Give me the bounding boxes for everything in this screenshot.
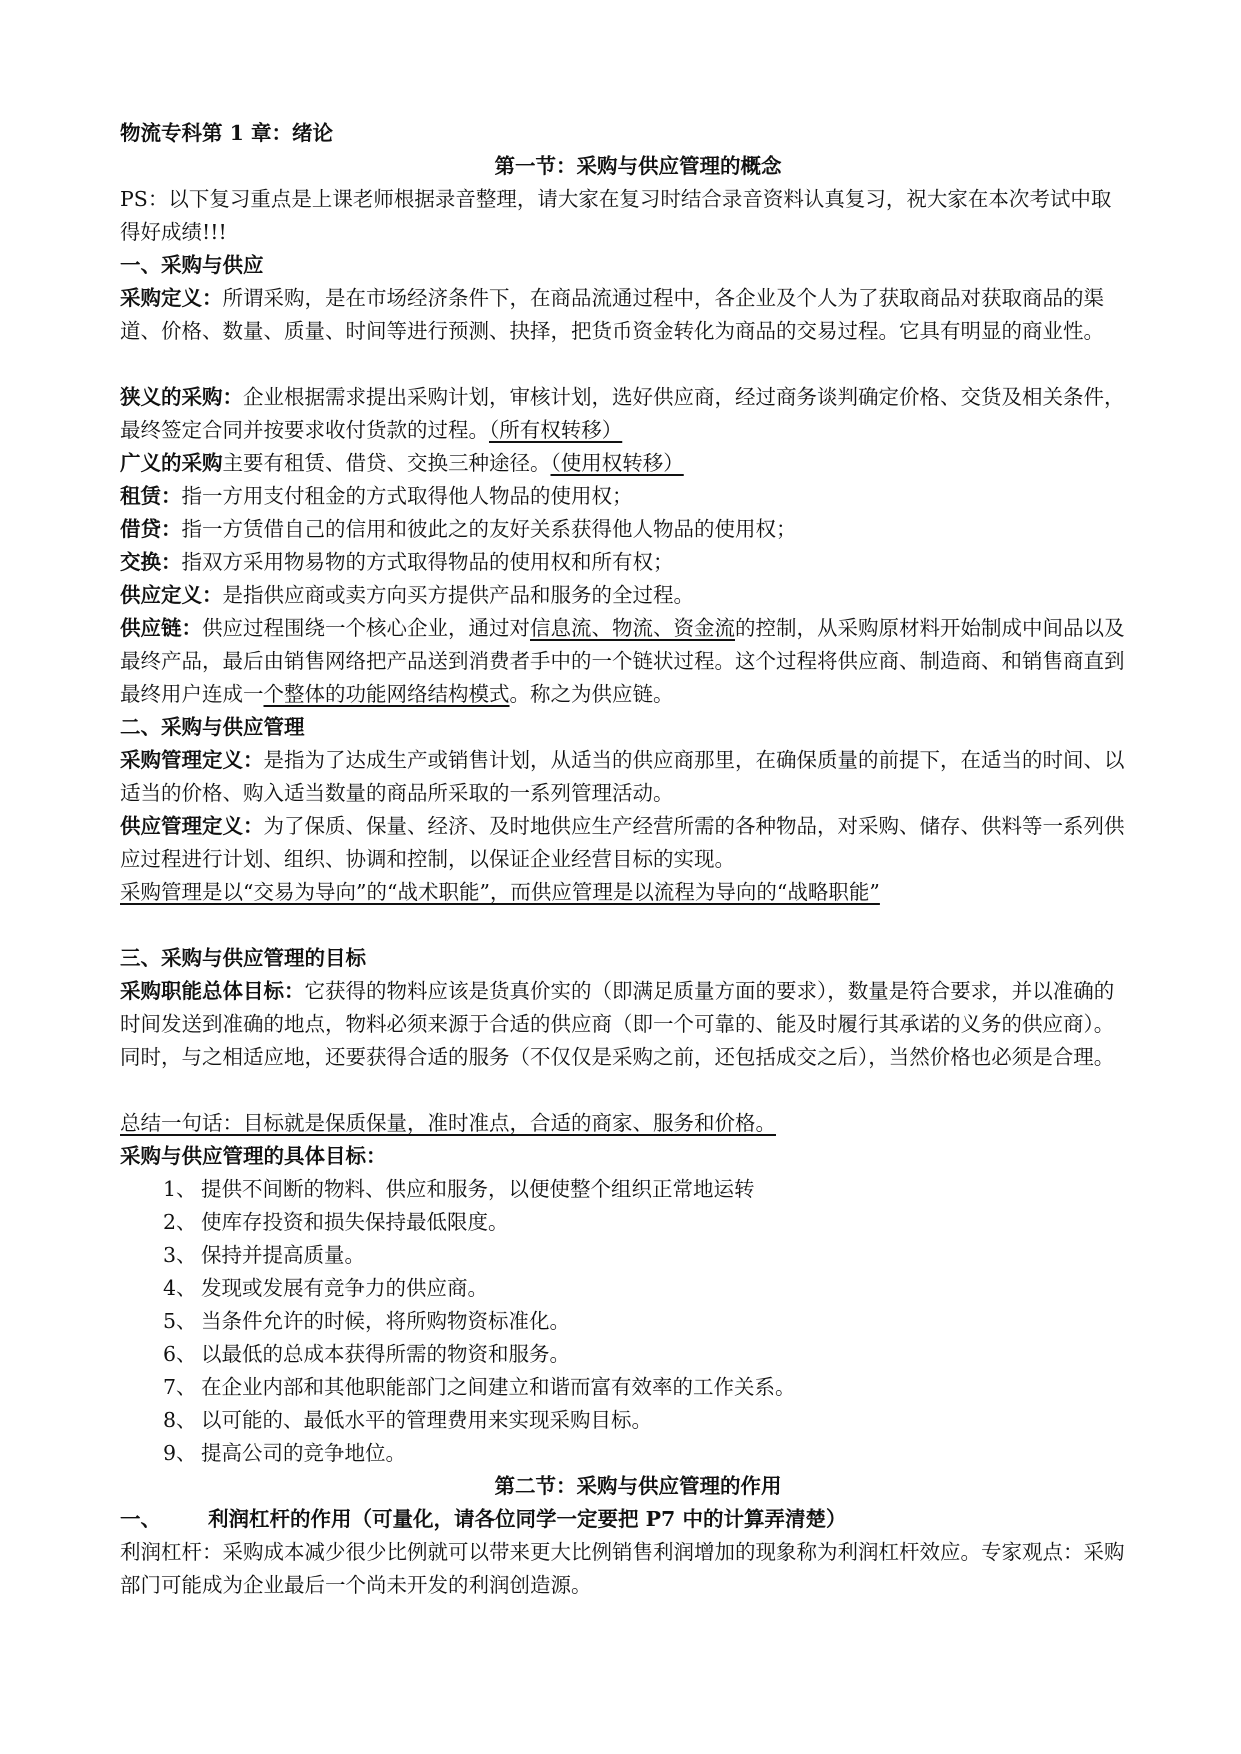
list-number: 9、 — [163, 1441, 197, 1465]
comparison-note: 采购管理是以“交易为导向”的“战术职能”，而供应管理是以流程为导向的“战略职能” — [120, 880, 880, 904]
ownership-note: （所有权转移） — [489, 418, 623, 442]
exchange-definition — [120, 546, 1130, 579]
list-number: 6、 — [163, 1342, 197, 1366]
supply-definition — [120, 579, 1130, 612]
flows-underline: 信息流、物流、资金流 — [530, 616, 735, 640]
term-text: 它获得的物料应该是货真价实的（即满足质量方面的要求），数量是符合要求，并以准确的时间发送到准确的地点，物料必须来源于合适的供应商（即一个可靠的、能及时履行其承诺的义务的供应商）。同时，与之相适应地，还要获得合适的服务（不仅仅是采购之前，还包括成交之后），当然价格也必须是合理。 — [120, 979, 1115, 1069]
network-underline: 个整体的功能网络结构模式 — [263, 682, 510, 706]
procurement-definition — [120, 282, 1130, 348]
list-number: 5、 — [163, 1309, 197, 1333]
term-text: 是指供应商或卖方向买方提供产品和服务的全过程。 — [222, 583, 694, 607]
list-number: 1、 — [163, 1177, 197, 1201]
term-label: 交换： — [120, 550, 182, 574]
chapter-title: 物流专科第 1 章：绪论 — [120, 121, 334, 145]
term-text: 是指为了达成生产或销售计划，从适当的供应商那里，在确保质量的前提下，在适当的时间、以适当的价格、购入适当数量的商品所采取的一系列管理活动。 — [120, 748, 1125, 805]
term-text: 指双方采用物易物的方式取得物品的使用权和所有权； — [181, 550, 674, 574]
list-number: 8、 — [163, 1408, 197, 1432]
term-label: 广义的采购 — [120, 451, 223, 475]
term-text: 的控制，从采购原材料开始制成中间品以及最终产品，最后由销售网络把产品送到消费者手中的一个链状过程。这个过程将供应商、制造商、和销售商直到最终用户连成一 — [120, 616, 1125, 706]
list-item — [163, 1239, 365, 1272]
procurement-management-definition — [120, 744, 1130, 810]
term-text: 供应过程围绕一个核心企业，通过对 — [202, 616, 530, 640]
list-item — [163, 1272, 488, 1305]
broad-procurement — [120, 447, 1130, 480]
list-number: 7、 — [163, 1375, 197, 1399]
borrow-definition — [120, 513, 1130, 546]
role-heading-profit-leverage — [120, 1503, 1130, 1536]
term-label: 采购定义： — [120, 286, 223, 310]
list-text: 在企业内部和其他职能部门之间建立和谐而富有效率的工作关系。 — [201, 1375, 796, 1399]
term-label: 采购职能总体目标： — [120, 979, 305, 1003]
heading-procurement-supply-management: 二、采购与供应管理 — [120, 715, 305, 739]
term-text: 为了保质、保量、经济、及时地供应生产经营所需的各种物品，对采购、储存、供料等一系列供应过程进行计划、组织、协调和控制，以保证企业经营目标的实现。 — [120, 814, 1125, 871]
term-label: 供应链： — [120, 616, 202, 640]
role-title: 利润杠杆的作用（可量化，请各位同学一定要把 P7 中的计算弄清楚） — [208, 1507, 847, 1531]
ps-note: PS：以下复习重点是上课老师根据录音整理，请大家在复习时结合录音资料认真复习，祝大家在本次考试中取得好成绩!!! — [120, 187, 1112, 244]
list-item — [163, 1404, 652, 1437]
list-text: 当条件允许的时候，将所购物资标准化。 — [201, 1309, 570, 1333]
narrow-procurement — [120, 381, 1130, 447]
list-number: 4、 — [163, 1276, 197, 1300]
profit-leverage-text: 利润杠杆：采购成本减少很少比例就可以带来更大比例销售利润增加的现象称为利润杠杆效应。专家观点：采购部门可能成为企业最后一个尚未开发的利润创造源。 — [120, 1540, 1125, 1597]
list-item — [163, 1338, 570, 1371]
list-text: 以最低的总成本获得所需的物资和服务。 — [201, 1342, 570, 1366]
role-number: 一、 — [120, 1507, 161, 1531]
usage-note: （使用权转移） — [550, 451, 684, 475]
term-label: 供应定义： — [120, 583, 223, 607]
section2-title: 第二节：采购与供应管理的作用 — [494, 1474, 782, 1498]
term-label: 供应管理定义： — [120, 814, 264, 838]
term-label: 租赁： — [120, 484, 182, 508]
list-text: 保持并提高质量。 — [201, 1243, 365, 1267]
list-item — [163, 1371, 796, 1404]
term-text: 指一方赁借自己的信用和彼此之的友好关系获得他人物品的使用权； — [181, 517, 797, 541]
list-item — [163, 1305, 570, 1338]
term-label: 狭义的采购： — [120, 385, 243, 409]
term-text: 主要有租赁、借贷、交换三种途径。 — [222, 451, 551, 475]
list-text: 提供不间断的物料、供应和服务，以便使整个组织正常地运转 — [201, 1177, 755, 1201]
supply-management-definition — [120, 810, 1130, 876]
term-text: 企业根据需求提出采购计划，审核计划，选好供应商，经过商务谈判确定价格、交货及相关条件，最终签定合同并按要求收付货款的过程。 — [120, 385, 1125, 442]
term-label: 采购管理定义： — [120, 748, 264, 772]
term-text: 指一方用支付租金的方式取得他人物品的使用权； — [181, 484, 633, 508]
list-item — [163, 1437, 406, 1470]
overall-goal — [120, 975, 1130, 1074]
section1-title: 第一节：采购与供应管理的概念 — [494, 154, 782, 178]
list-item — [163, 1206, 509, 1239]
list-item — [163, 1173, 755, 1206]
lease-definition — [120, 480, 1130, 513]
list-text: 提高公司的竞争地位。 — [201, 1441, 406, 1465]
specific-goals-title: 采购与供应管理的具体目标： — [120, 1144, 387, 1168]
summary-note: 总结一句话：目标就是保质保量，准时准点，合适的商家、服务和价格。 — [120, 1111, 776, 1135]
list-text: 发现或发展有竞争力的供应商。 — [201, 1276, 488, 1300]
list-text: 使库存投资和损失保持最低限度。 — [201, 1210, 509, 1234]
term-label: 借贷： — [120, 517, 182, 541]
list-text: 以可能的、最低水平的管理费用来实现采购目标。 — [201, 1408, 652, 1432]
term-text: 所谓采购，是在市场经济条件下，在商品流通过程中，各企业及个人为了获取商品对获取商品的渠道、价格、数量、质量、时间等进行预测、抉择，把货币资金转化为商品的交易过程。它具有明显的商业性。 — [120, 286, 1104, 343]
term-text: 。称之为供应链。 — [509, 682, 674, 706]
list-number: 3、 — [163, 1243, 197, 1267]
heading-goals: 三、采购与供应管理的目标 — [120, 946, 366, 970]
supply-chain-definition — [120, 612, 1130, 711]
list-number: 2、 — [163, 1210, 197, 1234]
heading-procurement-supply: 一、采购与供应 — [120, 253, 264, 277]
